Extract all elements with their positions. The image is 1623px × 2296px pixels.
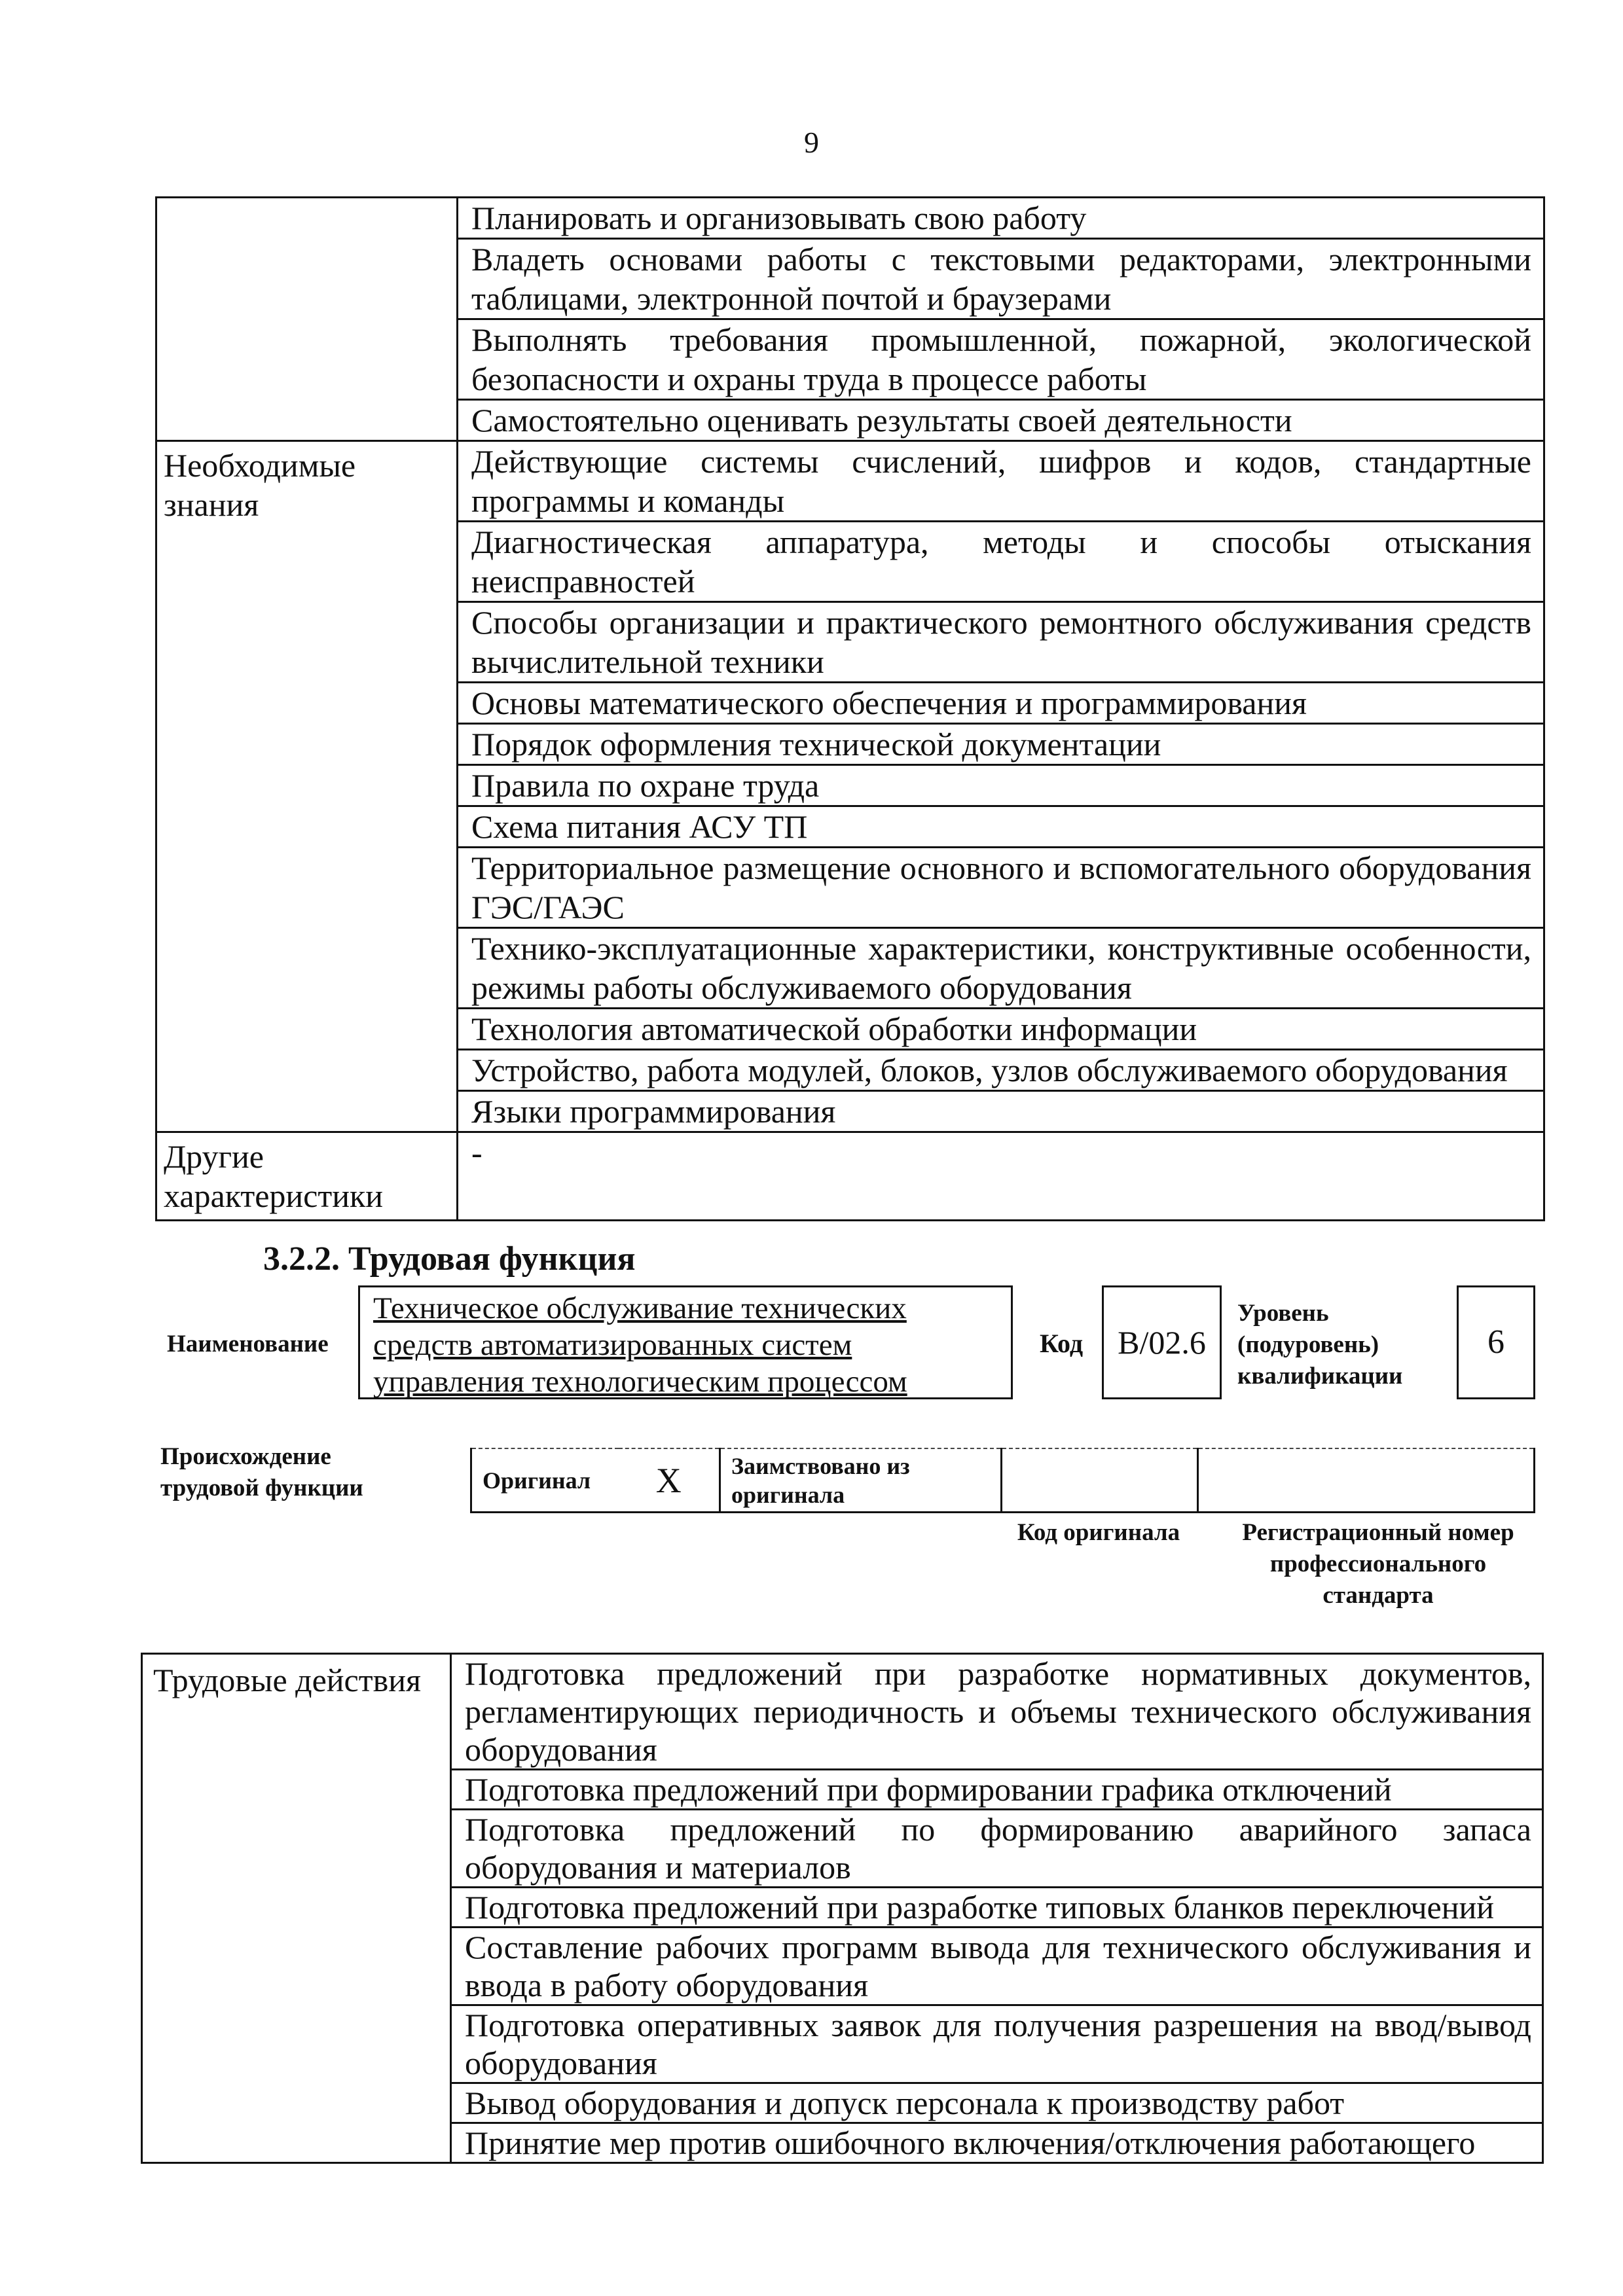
labor-actions-table (141, 1653, 1544, 2164)
qualification-level-label: Уровень (подуровень) квалификации (1237, 1300, 1403, 1390)
table-row (156, 198, 1544, 239)
other-characteristics-value: - (458, 1132, 1544, 1221)
code-value: B/02.6 (1102, 1285, 1222, 1399)
labor-action-item: Принятие мер против ошибочного включения/отключения работающего (451, 2123, 1543, 2163)
knowledge-item: Правила по охране труда (458, 765, 1544, 806)
knowledge-item: Технология автоматической обработки информации (458, 1009, 1544, 1050)
original-code-cell (1002, 1448, 1198, 1513)
skill-item: Самостоятельно оценивать результаты своей деятельности (458, 400, 1544, 441)
skills-knowledge-table (155, 196, 1545, 1221)
origin-table (470, 1448, 1535, 1513)
skill-item: Выполнять требования промышленной, пожарной, экологической безопасности и охраны труда в процессе работы (458, 319, 1544, 400)
original-mark: X (619, 1448, 720, 1513)
borrowed-label: Заимствовано из оригинала (720, 1448, 1002, 1513)
knowledge-item: Территориальное размещение основного и вспомогательного оборудования ГЭС/ГАЭС (458, 848, 1544, 928)
knowledge-item: Диагностическая аппаратура, методы и способы отыскания неисправностей (458, 522, 1544, 602)
section-heading: 3.2.2. Трудовая функция (263, 1240, 636, 1278)
knowledge-item: Действующие системы счислений, шифров и кодов, стандартные программы и команды (458, 441, 1544, 522)
knowledge-label: Необходимые знания (156, 441, 458, 1132)
labor-action-item: Подготовка оперативных заявок для получения разрешения на ввод/вывод оборудования (451, 2005, 1543, 2083)
page-number: 9 (804, 126, 819, 159)
table-row (142, 1654, 1543, 1770)
registration-number-caption: Регистрационный номер профессионального стандарта (1242, 1519, 1514, 1609)
labor-function-name: Техническое обслуживание технических средств автоматизированных систем управления технологическим процессом (358, 1285, 1013, 1399)
qualification-level-value: 6 (1457, 1285, 1535, 1399)
knowledge-item: Порядок оформления технической документации (458, 724, 1544, 765)
knowledge-item: Схема питания АСУ ТП (458, 806, 1544, 848)
skills-label-cell (156, 198, 458, 441)
code-label: Код (1040, 1329, 1084, 1358)
labor-action-item: Подготовка предложений при разработке типовых бланков переключений (451, 1888, 1543, 1928)
original-code-caption: Код оригинала (1017, 1519, 1180, 1546)
table-row (471, 1448, 1535, 1513)
labor-action-item: Составление рабочих программ вывода для технического обслуживания и ввода в работу оборудования (451, 1928, 1543, 2005)
labor-action-item: Вывод оборудования и допуск персонала к производству работ (451, 2083, 1543, 2123)
labor-action-item: Подготовка предложений при разработке нормативных документов, регламентирующих периодичность и объемы технического обслуживания оборудования (451, 1654, 1543, 1770)
knowledge-item: Основы математического обеспечения и программирования (458, 683, 1544, 724)
labor-action-item: Подготовка предложений по формированию аварийного запаса оборудования и материалов (451, 1810, 1543, 1888)
origin-label: Происхождение трудовой функции (160, 1443, 363, 1501)
skill-item: Планировать и организовывать свою работу (458, 198, 1544, 239)
other-characteristics-label: Другие характеристики (156, 1132, 458, 1221)
knowledge-item: Устройство, работа модулей, блоков, узлов обслуживаемого оборудования (458, 1050, 1544, 1091)
labor-actions-label: Трудовые действия (142, 1654, 451, 2163)
skill-item: Владеть основами работы с текстовыми редакторами, электронными таблицами, электронной почтой и браузерами (458, 239, 1544, 319)
labor-action-item: Подготовка предложений при формировании графика отключений (451, 1770, 1543, 1810)
table-row (156, 1132, 1544, 1221)
original-label: Оригинал (471, 1448, 619, 1513)
knowledge-item: Технико-эксплуатационные характеристики, конструктивные особенности, режимы работы обслуживаемого оборудования (458, 928, 1544, 1009)
knowledge-item: Языки программирования (458, 1091, 1544, 1132)
knowledge-item: Способы организации и практического ремонтного обслуживания средств вычислительной техники (458, 602, 1544, 683)
registration-number-cell (1198, 1448, 1535, 1513)
name-label: Наименование (167, 1331, 329, 1357)
table-row (156, 441, 1544, 522)
